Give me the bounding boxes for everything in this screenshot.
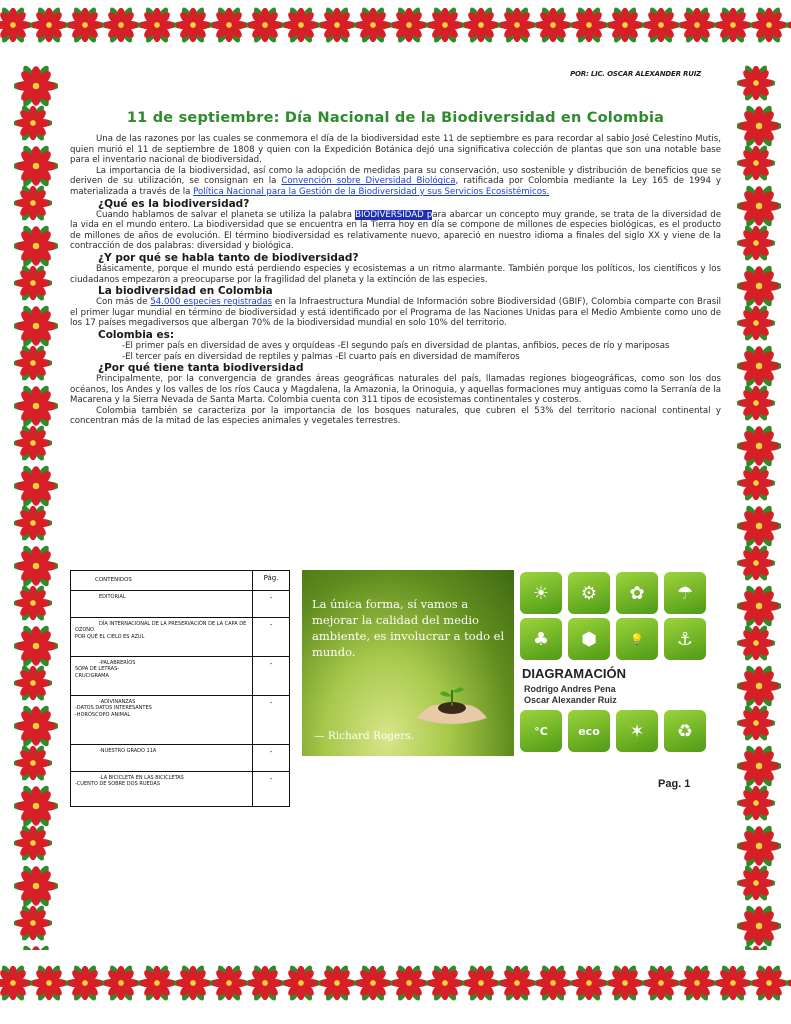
leaf-icon: ☂ bbox=[664, 572, 706, 614]
poinsettia-icon bbox=[737, 384, 775, 422]
poinsettia-icon bbox=[14, 304, 58, 348]
poinsettia-icon bbox=[737, 424, 781, 468]
page-content bbox=[70, 64, 721, 950]
poinsettia-icon bbox=[282, 964, 320, 1002]
toc-row bbox=[71, 696, 289, 745]
paragraph: Una de las razones por las cuales se conmemora el día de la biodiversidad este 11 de septiembre es para recordar al sabio José Celestino Mutis, quien murió el 11 de septiembre de 1808 y quien con la Expedición Botánica dejó una significativa colección de plantas que son una notable base para el inventario nacional de biodiversidad. bbox=[70, 134, 721, 166]
poinsettia-icon bbox=[282, 6, 320, 44]
toc-entry-line: CRUCIGRAMA bbox=[75, 672, 109, 679]
poinsettia-icon bbox=[786, 964, 791, 1002]
poinsettia-icon bbox=[354, 6, 392, 44]
list-item: -El tercer país en diversidad de reptiles y palmas -El cuarto país en diversidad de mamíferos bbox=[122, 351, 520, 362]
section-heading: ¿Qué es la biodiversidad? bbox=[98, 197, 250, 210]
poinsettia-icon bbox=[14, 344, 52, 382]
poinsettia-icon bbox=[714, 964, 752, 1002]
poinsettia-icon bbox=[750, 6, 788, 44]
toc-header-page: Pág. bbox=[263, 574, 279, 582]
text-span: en la Infraestructura Mundial de Información sobre Biodiversidad (GBIF), Colombia comparte con Brasil el primer lugar mundial en término de biodiversidad y está identificado por el Programa de las Naciones Unidas para el Medio Ambiente como uno de los 17 países megadiversos que albergan 70% de la biodiversidad mundial en solo 10% del territorio. bbox=[70, 297, 721, 329]
highlighted-word: BIODIVERSIDAD p bbox=[355, 209, 433, 220]
poinsettia-icon bbox=[737, 944, 775, 950]
poinsettia-icon bbox=[462, 964, 500, 1002]
toc-page-number: - bbox=[269, 659, 273, 668]
section-heading: ¿Por qué tiene tanta biodiversidad bbox=[98, 362, 304, 375]
poinsettia-icon bbox=[14, 784, 58, 828]
poinsettia-icon bbox=[14, 464, 58, 508]
poinsettia-icon bbox=[737, 144, 775, 182]
toc-entry-line: -DATOS DATOS INTERESANTES bbox=[75, 705, 152, 711]
poinsettia-icon bbox=[174, 6, 212, 44]
poinsettia-icon bbox=[14, 744, 52, 782]
toc-entry-line: -LA BICICLETA EN LAS BICICLETAS bbox=[99, 774, 184, 781]
water-tap-icon: ⚓ bbox=[664, 618, 706, 660]
eco-bulb-icon: 💡 bbox=[616, 618, 658, 660]
toc-header-label: CONTENIDOS bbox=[71, 571, 253, 590]
section-heading: Colombia es: bbox=[98, 328, 175, 341]
poinsettia-icon bbox=[534, 964, 572, 1002]
poinsettia-icon bbox=[714, 6, 752, 44]
toc-entry-line: -ADIVINANZAS bbox=[99, 698, 136, 705]
poinsettia-icon bbox=[138, 964, 176, 1002]
paragraph bbox=[70, 166, 721, 198]
text-span: ara abarcar un concepto muy grande, se trata de la diversidad de la vida en el mundo entero. La biodiversidad que se encuentra en la Tierra hoy en día se compone de millones de especies biológicas, es el producto de millones de años de evolución. El término biodiversidad es relativamente nuevo, apareció en nuestro idioma a finales del siglo XX y viene de la contracción de dos palabras: diversidad y biológica. bbox=[70, 209, 722, 252]
toc-entry-line: OZONO bbox=[75, 627, 94, 633]
list-item: -El primer país en diversidad de aves y orquídeas -El segundo país en diversidad de plantas, anfibios, peces de río y mariposas bbox=[122, 340, 670, 351]
poinsettia-icon bbox=[14, 264, 52, 302]
sun-icon: ☀ bbox=[520, 572, 562, 614]
poinsettia-icon bbox=[246, 6, 284, 44]
poinsettia-icon bbox=[737, 504, 781, 548]
poinsettia-icon bbox=[210, 6, 248, 44]
poinsettia-icon bbox=[102, 964, 140, 1002]
toc-entry-line: -HORÓSCOPO ANIMAL bbox=[75, 711, 131, 718]
paragraph bbox=[70, 297, 721, 329]
poinsettia-icon bbox=[737, 624, 775, 662]
toc-entry bbox=[71, 591, 253, 617]
poinsettia-icon bbox=[390, 964, 428, 1002]
poinsettia-icon bbox=[426, 6, 464, 44]
poinsettia-icon bbox=[737, 224, 775, 262]
poinsettia-icon bbox=[737, 904, 781, 948]
poinsettia-icon bbox=[534, 6, 572, 44]
toc-page-number: - bbox=[269, 698, 273, 707]
poinsettia-icon bbox=[14, 944, 58, 950]
poinsettia-icon bbox=[0, 964, 32, 1002]
article-title: 11 de septiembre: Día Nacional de la Biodiversidad en Colombia bbox=[126, 110, 665, 126]
sunflower-icon: ✿ bbox=[616, 572, 658, 614]
poinsettia-icon bbox=[390, 6, 428, 44]
toc-entry-line: EDITORIAL bbox=[99, 593, 126, 600]
toc-header-row bbox=[71, 571, 289, 591]
poinsettia-icon bbox=[174, 964, 212, 1002]
recycle-icon: ♻ bbox=[664, 710, 706, 752]
toc-entry-line: POR QUÉ EL CIELO ES AZUL bbox=[75, 633, 145, 640]
poinsettia-icon bbox=[498, 964, 536, 1002]
poinsettia-icon bbox=[354, 964, 392, 1002]
poinsettia-icon bbox=[737, 344, 781, 388]
solar-panel-icon: ⬢ bbox=[568, 618, 610, 660]
link-politica-nacional[interactable]: Política Nacional para la Gestión de la Biodiversidad y sus Servicios Ecosistémicos. bbox=[193, 186, 550, 197]
poinsettia-icon bbox=[570, 964, 608, 1002]
poinsettia-icon bbox=[246, 964, 284, 1002]
poinsettia-icon bbox=[737, 824, 781, 868]
poinsettia-icon bbox=[606, 964, 644, 1002]
poinsettia-icon bbox=[606, 6, 644, 44]
toc-entry bbox=[71, 657, 253, 695]
poinsettia-icon bbox=[737, 864, 775, 902]
paragraph: Principalmente, por la convergencia de grandes áreas geográficas naturales del país, llamadas regiones biogeográficas, como son los dos océanos, los Andes y los valles de los ríos Cauca y Magdalena, la Amazonia, la Orinoquia, y aquellas formaciones muy antiguas como la Serranía de la Macarena y la Sierra Nevada de Santa Marta. Colombia cuenta con 311 tipos de ecosistemas continentales y costeros. bbox=[70, 374, 721, 406]
section-heading: ¿Y por qué se habla tanto de biodiversidad? bbox=[98, 251, 359, 264]
poinsettia-icon bbox=[66, 6, 104, 44]
poinsettia-border-bottom bbox=[0, 950, 791, 1024]
page-number: Pag. 1 bbox=[658, 778, 691, 790]
poinsettia-icon bbox=[14, 824, 52, 862]
poinsettia-icon bbox=[14, 504, 52, 542]
poinsettia-icon bbox=[14, 64, 58, 108]
poinsettia-icon bbox=[570, 6, 608, 44]
poinsettia-icon bbox=[14, 424, 52, 462]
eco-icons-panel bbox=[516, 570, 712, 756]
toc-entry-line: -NUESTRO GRADO 11A bbox=[99, 747, 157, 754]
text-span: , ratificada por Colombia mediante la Ley 165 de 1994 y materializada a través de la bbox=[70, 176, 721, 197]
poinsettia-icon bbox=[642, 6, 680, 44]
poinsettia-icon bbox=[14, 184, 52, 222]
poinsettia-icon bbox=[14, 864, 58, 908]
poinsettia-icon bbox=[737, 464, 775, 502]
poinsettia-icon bbox=[14, 104, 52, 142]
section-heading: La biodiversidad en Colombia bbox=[98, 285, 273, 298]
toc-page-number: - bbox=[269, 774, 273, 783]
poinsettia-icon bbox=[30, 6, 68, 44]
link-especies[interactable]: 54.000 especies registradas bbox=[150, 297, 272, 308]
poinsettia-icon bbox=[102, 6, 140, 44]
poinsettia-icon bbox=[14, 704, 58, 748]
poinsettia-icon bbox=[737, 784, 775, 822]
poinsettia-icon bbox=[0, 6, 32, 44]
poinsettia-icon bbox=[14, 584, 52, 622]
poinsettia-icon bbox=[210, 964, 248, 1002]
poinsettia-border-top bbox=[0, 0, 791, 64]
hands-holding-plant-icon bbox=[412, 678, 492, 728]
toc-entry bbox=[71, 696, 253, 744]
poinsettia-icon bbox=[737, 264, 781, 308]
poinsettia-icon bbox=[138, 6, 176, 44]
poinsettia-icon bbox=[737, 544, 775, 582]
toc-entry-line: -CUENTO DE SOBRE DOS RUEDAS bbox=[75, 781, 160, 787]
toc-entry bbox=[71, 745, 253, 771]
bicycle-icon: ⚙ bbox=[568, 572, 610, 614]
wind-turbine-icon: ✶ bbox=[616, 710, 658, 752]
toc-row bbox=[71, 745, 289, 772]
paragraph: Básicamente, porque el mundo está perdiendo especies y ecosistemas a un ritmo alarmante. También porque los políticos, los científicos y los ciudadanos empezaron a preocuparse por la fragilidad del planeta y la extinción de las especies. bbox=[70, 263, 721, 285]
toc-entry bbox=[71, 618, 253, 656]
poinsettia-icon bbox=[14, 544, 58, 588]
toc-entry-line: DÍA INTERNACIONAL DE LA PRESERVACIÓN DE LA CAPA DE bbox=[99, 620, 247, 627]
toc-page-number: - bbox=[269, 620, 273, 629]
poinsettia-icon bbox=[14, 664, 52, 702]
poinsettia-icon bbox=[678, 964, 716, 1002]
poinsettia-icon bbox=[14, 224, 58, 268]
poinsettia-icon bbox=[14, 144, 58, 188]
paragraph bbox=[70, 210, 721, 252]
poinsettia-icon bbox=[750, 964, 788, 1002]
poinsettia-icon bbox=[318, 6, 356, 44]
text-span: La importancia de la biodiversidad, así como la adopción de medidas para su conservación, uso sostenible y distribución de beneficios que se deriven de su utilización, se consignan en la bbox=[70, 165, 721, 187]
poinsettia-icon bbox=[678, 6, 716, 44]
poinsettia-icon bbox=[737, 744, 781, 788]
poinsettia-icon bbox=[30, 964, 68, 1002]
poinsettia-icon bbox=[498, 6, 536, 44]
poinsettia-icon bbox=[737, 704, 775, 742]
thermometer-icon: °C bbox=[520, 710, 562, 752]
poinsettia-icon bbox=[737, 64, 775, 102]
toc-entry bbox=[71, 772, 253, 806]
poinsettia-icon bbox=[318, 964, 356, 1002]
text-span: Cuando hablamos de salvar el planeta se utiliza la palabra bbox=[96, 209, 356, 220]
poinsettia-icon bbox=[462, 6, 500, 44]
quote-author: — Richard Rogers. bbox=[314, 730, 414, 742]
poinsettia-icon bbox=[66, 964, 104, 1002]
link-convencion[interactable]: Convención sobre Diversidad Biológica bbox=[281, 176, 456, 187]
paragraph: Colombia también se caracteriza por la importancia de los bosques naturales, que cubren el 53% del territorio nacional continental y concentran más de la mitad de las especies animales y vegetales terrestres. bbox=[70, 405, 721, 427]
toc-row bbox=[71, 618, 289, 657]
poinsettia-icon bbox=[786, 6, 791, 44]
poinsettia-icon bbox=[737, 104, 781, 148]
credit-name: Oscar Alexander Ruiz bbox=[524, 695, 617, 705]
toc-entry-line: SOPA DE LETRAS- bbox=[75, 666, 120, 672]
toc-row bbox=[71, 591, 289, 618]
poinsettia-icon bbox=[426, 964, 464, 1002]
poinsettia-border-right bbox=[721, 64, 791, 950]
toc-entry-line: -PALABRERÍOS bbox=[99, 659, 136, 666]
toc-row bbox=[71, 772, 289, 806]
ladybug-icon: ♣ bbox=[520, 618, 562, 660]
poinsettia-icon bbox=[737, 304, 775, 342]
article-body bbox=[70, 134, 721, 427]
poinsettia-icon bbox=[737, 184, 781, 228]
eco-leaf-icon: eco bbox=[568, 710, 610, 752]
poinsettia-icon bbox=[14, 624, 58, 668]
credits bbox=[524, 684, 617, 706]
quote-image bbox=[302, 570, 514, 756]
author-byline: POR: LIC. OSCAR ALEXANDER RUIZ bbox=[570, 70, 701, 78]
quote-text: La única forma, sí vamos a mejorar la calidad del medio ambiente, es involucrar a todo el mundo. bbox=[312, 597, 505, 659]
toc-page-number: - bbox=[269, 747, 273, 756]
poinsettia-icon bbox=[737, 664, 781, 708]
poinsettia-border-left bbox=[0, 64, 70, 950]
credit-name: Rodrigo Andres Pena bbox=[524, 684, 616, 694]
poinsettia-icon bbox=[14, 384, 58, 428]
diagramacion-title: DIAGRAMACIÓN bbox=[522, 666, 626, 681]
poinsettia-icon bbox=[642, 964, 680, 1002]
toc-page-number: - bbox=[269, 593, 273, 602]
text-span: Con más de bbox=[96, 297, 151, 308]
toc-row bbox=[71, 657, 289, 696]
table-of-contents bbox=[70, 570, 290, 807]
poinsettia-icon bbox=[737, 584, 781, 628]
poinsettia-icon bbox=[14, 904, 52, 942]
